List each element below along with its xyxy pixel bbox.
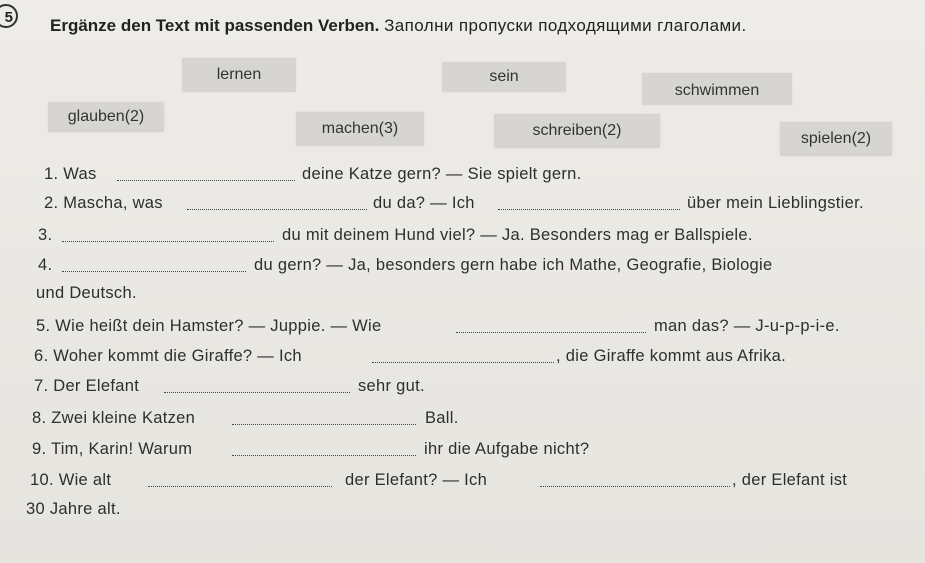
line-8-text-b: Ball.: [425, 409, 459, 427]
line-2-text-a: 2. Mascha, was: [44, 194, 163, 212]
line-3-text-a: 3.: [38, 226, 53, 244]
answer-blank[interactable]: [540, 486, 730, 487]
answer-blank[interactable]: [372, 362, 554, 363]
line-10-text-c: , der Elefant ist: [732, 471, 848, 489]
word-card-machen: machen(3): [296, 112, 424, 146]
word-card-lernen: lernen: [182, 58, 296, 92]
answer-blank[interactable]: [187, 209, 367, 210]
answer-blank[interactable]: [232, 424, 416, 425]
answer-blank[interactable]: [62, 241, 274, 242]
word-card-schreiben: schreiben(2): [494, 114, 660, 148]
line-5-text-a: 5. Wie heißt dein Hamster? — Juppie. — Wie: [36, 317, 382, 335]
line-7-text-a: 7. Der Elefant: [34, 377, 140, 395]
line-4-text-a: 4.: [38, 256, 53, 274]
answer-blank[interactable]: [164, 392, 350, 393]
line-8-text-a: 8. Zwei kleine Katzen: [32, 409, 196, 427]
line-7-text-b: sehr gut.: [358, 377, 425, 395]
line-6-text-a: 6. Woher kommt die Giraffe? — Ich: [34, 347, 302, 365]
line-2-text-c: über mein Lieblingstier.: [687, 194, 864, 212]
line-5-text-b: man das? — J-u-p-p-i-e.: [654, 317, 840, 335]
line-3-text-b: du mit deinem Hund viel? — Ja. Besonders mag er Ballspiele.: [282, 226, 753, 244]
answer-blank[interactable]: [62, 271, 246, 272]
answer-blank[interactable]: [456, 332, 646, 333]
line-2-text-b: du da? — Ich: [373, 194, 475, 212]
line-9-text-b: ihr die Aufgabe nicht?: [424, 440, 590, 458]
task-title: [50, 16, 747, 36]
line-1-text-b: deine Katze gern? — Sie spielt gern.: [302, 165, 582, 183]
line-10c-text: 30 Jahre alt.: [26, 500, 121, 518]
line-9-text-a: 9. Tim, Karin! Warum: [32, 440, 193, 458]
answer-blank[interactable]: [117, 180, 295, 181]
line-10-text-b: der Elefant? — Ich: [345, 471, 488, 489]
word-card-glauben: glauben(2): [48, 102, 164, 132]
word-card-spielen: spielen(2): [780, 122, 892, 156]
answer-blank[interactable]: [498, 209, 680, 210]
task-number-badge: 5: [0, 4, 18, 28]
task-title-german: Ergänze den Text mit passenden Verben.: [50, 16, 380, 35]
line-4c-text: und Deutsch.: [36, 284, 137, 302]
word-card-sein: sein: [442, 62, 566, 92]
answer-blank[interactable]: [148, 486, 332, 487]
line-6-text-b: , die Giraffe kommt aus Afrika.: [556, 347, 786, 365]
line-10-text-a: 10. Wie alt: [30, 471, 112, 489]
task-title-russian: Заполни пропуски подходящими глаголами.: [384, 16, 747, 35]
word-card-schwimmen: schwimmen: [642, 73, 792, 105]
line-1-text-a: 1. Was: [44, 165, 97, 183]
answer-blank[interactable]: [232, 455, 416, 456]
line-4-text-b: du gern? — Ja, besonders gern habe ich Mathe, Geografie, Biologie: [254, 256, 773, 274]
